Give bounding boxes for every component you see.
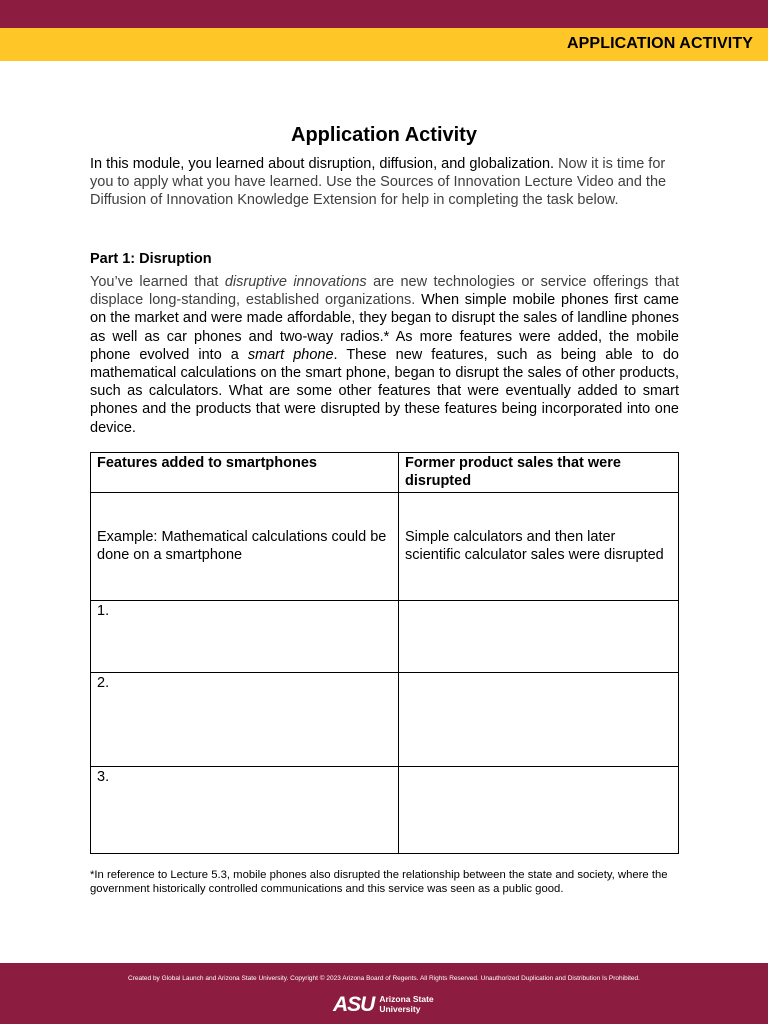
part1-emphasis-smartphone: smart phone xyxy=(247,346,334,363)
part1-text-c: are new technologies or service offerings that displace long-standing, established organizations. xyxy=(90,274,679,309)
part1-text-a: You’ve learned that xyxy=(90,274,225,290)
example-feature-cell: Example: Mathematical calculations could be done on a smartphone xyxy=(91,493,399,601)
asu-logo xyxy=(333,994,434,1015)
feature-cell-3[interactable]: 3. xyxy=(91,767,399,854)
table-row xyxy=(91,767,679,854)
feature-cell-1[interactable]: 1. xyxy=(91,601,399,673)
table-row xyxy=(91,601,679,673)
table-row xyxy=(91,673,679,767)
table-header-products: Former product sales that were disrupted xyxy=(399,453,679,493)
intro-text-a: In this module, you learned about disruption, diffusion, and globalization. xyxy=(90,156,555,172)
part1-paragraph xyxy=(90,273,679,437)
table-header-row xyxy=(91,453,679,493)
table-example-row xyxy=(91,493,679,601)
feature-cell-2[interactable]: 2. xyxy=(91,673,399,767)
footer-copyright: Created by Global Launch and Arizona State University. Copyright © 2023 Arizona Board of Regents. All Rights Reserved. Unauthorized Duplication and Distribution Is Prohibited. xyxy=(128,975,640,982)
product-cell-2[interactable] xyxy=(399,673,679,767)
part1-emphasis-disruptive: disruptive innovations xyxy=(224,274,367,290)
example-product-cell: Simple calculators and then later scientific calculator sales were disrupted xyxy=(399,493,679,601)
part1-text-d: When simple mobile phones first came on the market and were made affordable, they began to disrupt the sales of landline phones as well as car phones and two-way radios.* As more features were added, the mobile phone evolved into a xyxy=(90,292,679,363)
asu-logo-line1: Arizona State xyxy=(379,994,434,1004)
intro-text-b: Now it is time for you to apply what you have learned. Use the Sources of Innovation Lecture Video and the Diffusion of Innovation Knowledge Extension for help in completing the task below. xyxy=(90,156,667,209)
intro-paragraph xyxy=(90,155,680,210)
part1-heading: Part 1: Disruption xyxy=(90,251,212,267)
header-maroon-bar xyxy=(0,0,768,28)
header-label: APPLICATION ACTIVITY xyxy=(567,35,753,52)
asu-logo-line2: University xyxy=(379,1003,421,1014)
features-table xyxy=(90,452,679,854)
footnote: *In reference to Lecture 5.3, mobile phones also disrupted the relationship between the state and society, where the government historically controlled communications and this service was seen as a public good. xyxy=(90,869,668,895)
page-title: Application Activity xyxy=(291,124,477,146)
product-cell-3[interactable] xyxy=(399,767,679,854)
asu-logo-name xyxy=(379,995,433,1014)
asu-logo-mark: ASU xyxy=(333,993,375,1016)
part1-text-f: . These new features, such as being able to do mathematical calculations on the smart phone, began to disrupt the sales of other products, such as calculators. What are some other features that were eventually added to smart phones and the products that were disrupted by these features being incorporated into one device. xyxy=(90,346,679,436)
table-header-features: Features added to smartphones xyxy=(91,453,399,493)
product-cell-1[interactable] xyxy=(399,601,679,673)
